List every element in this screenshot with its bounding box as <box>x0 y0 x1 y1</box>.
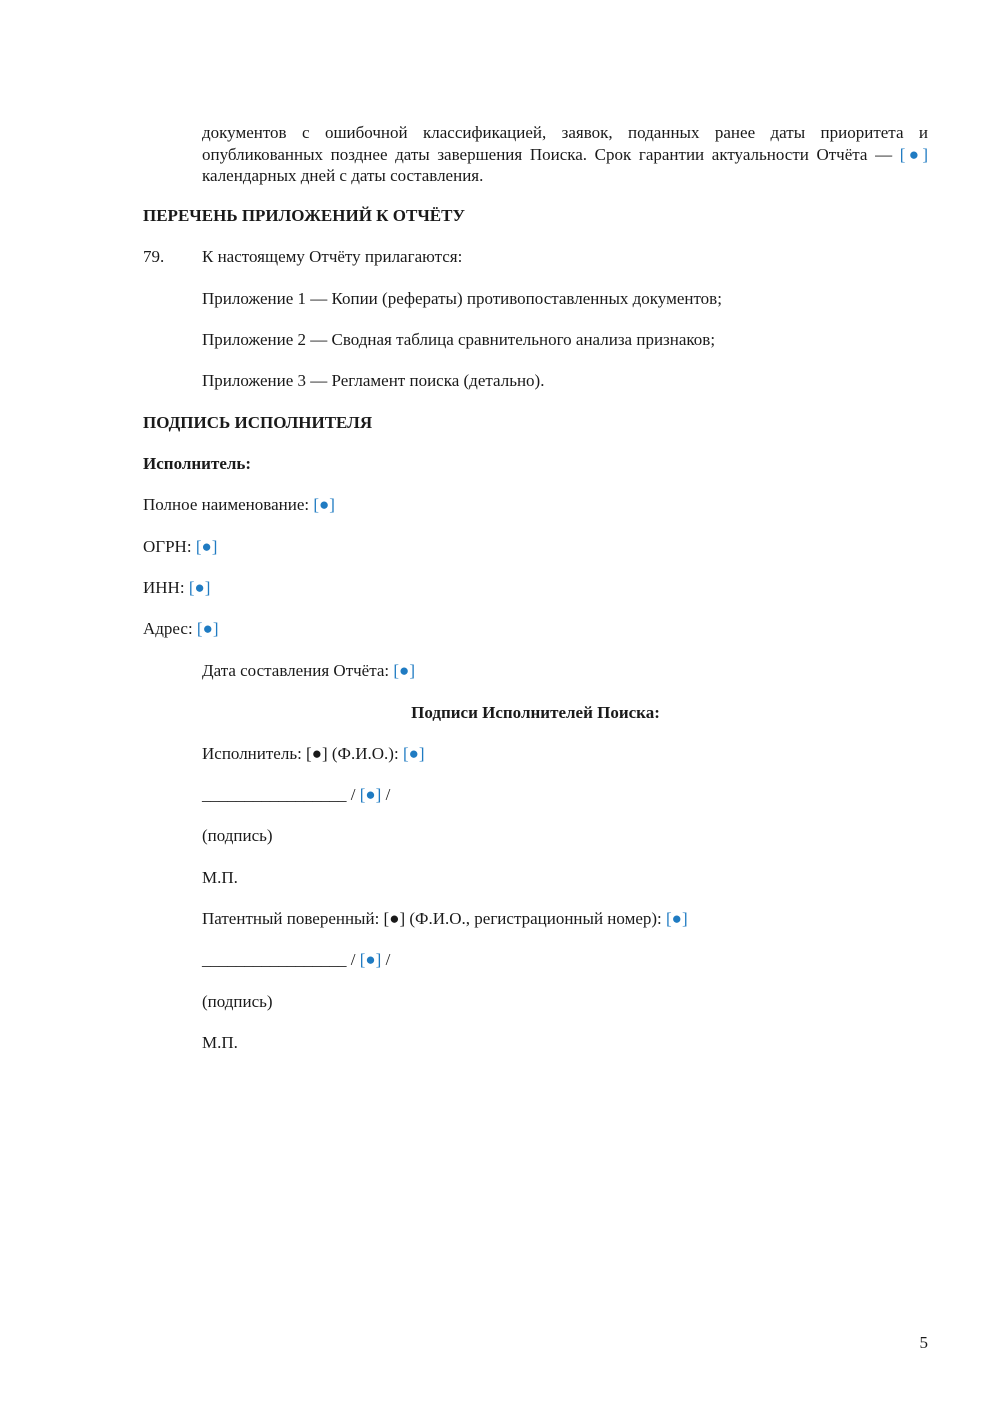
annex-item-2: Приложение 2 — Сводная таблица сравнительного анализа признаков; <box>202 330 716 349</box>
date-label: Дата составления Отчёта: <box>202 661 394 680</box>
report-date <box>202 660 415 682</box>
continuation-tail: календарных дней с даты составления. <box>202 166 484 185</box>
signer-patent-attorney <box>202 908 688 930</box>
field-label: ИНН: <box>143 578 189 597</box>
executor-label: Исполнитель: <box>143 454 252 473</box>
placeholder-full-name: [●] <box>313 495 335 514</box>
annex-item-3: Приложение 3 — Регламент поиска (детально). <box>202 371 545 390</box>
field-label: Адрес: <box>143 619 197 638</box>
field-address <box>143 618 219 640</box>
placeholder-signature-name: [●] <box>359 950 382 969</box>
placeholder-guarantee-days: [●] <box>899 144 929 164</box>
field-label: ОГРН: <box>143 537 196 556</box>
signer-label: Исполнитель: [●] (Ф.И.О.): <box>202 744 403 763</box>
annex-item-1: Приложение 1 — Копии (рефераты) противопоставленных документов; <box>202 289 722 308</box>
field-ogrn <box>143 536 217 558</box>
seal-mark: М.П. <box>202 1033 238 1052</box>
continuation-paragraph <box>202 122 928 187</box>
signature-line-end: / <box>381 785 391 804</box>
signer-executor <box>202 743 425 765</box>
signature-line-end: / <box>381 950 391 969</box>
field-full-name <box>143 494 335 516</box>
signature-caption: (подпись) <box>202 992 273 1011</box>
signature-caption: (подпись) <box>202 826 273 845</box>
field-inn <box>143 577 210 599</box>
continuation-text: документов с ошибочной классификацией, заявок, поданных ранее даты приоритета и опубликованных позднее даты завершения Поиска. Срок гарантии актуальности Отчёта — <box>202 123 928 164</box>
placeholder-signer-name: [●] <box>666 909 688 928</box>
signer-label: Патентный поверенный: [●] (Ф.И.О., регистрационный номер): <box>202 909 667 928</box>
item-number: 79. <box>143 247 165 266</box>
page-number: 5 <box>919 1333 928 1352</box>
seal-mark: М.П. <box>202 868 238 887</box>
annex-heading: ПЕРЕЧЕНЬ ПРИЛОЖЕНИЙ К ОТЧЁТУ <box>143 206 465 225</box>
signatures-title: Подписи Исполнителей Поиска: <box>411 703 660 722</box>
signature-line <box>202 949 390 971</box>
item-text: К настоящему Отчёту прилагаются: <box>202 247 463 266</box>
field-label: Полное наименование: <box>143 495 314 514</box>
placeholder-address: [●] <box>196 619 219 638</box>
placeholder-inn: [●] <box>188 578 211 597</box>
placeholder-date: [●] <box>393 661 415 680</box>
placeholder-ogrn: [●] <box>195 537 218 556</box>
signature-blank: _________________ / <box>202 950 360 969</box>
signature-line <box>202 784 390 806</box>
placeholder-signer-name: [●] <box>402 744 425 763</box>
signature-heading: ПОДПИСЬ ИСПОЛНИТЕЛЯ <box>143 413 373 432</box>
placeholder-signature-name: [●] <box>359 785 382 804</box>
signature-blank: _________________ / <box>202 785 360 804</box>
